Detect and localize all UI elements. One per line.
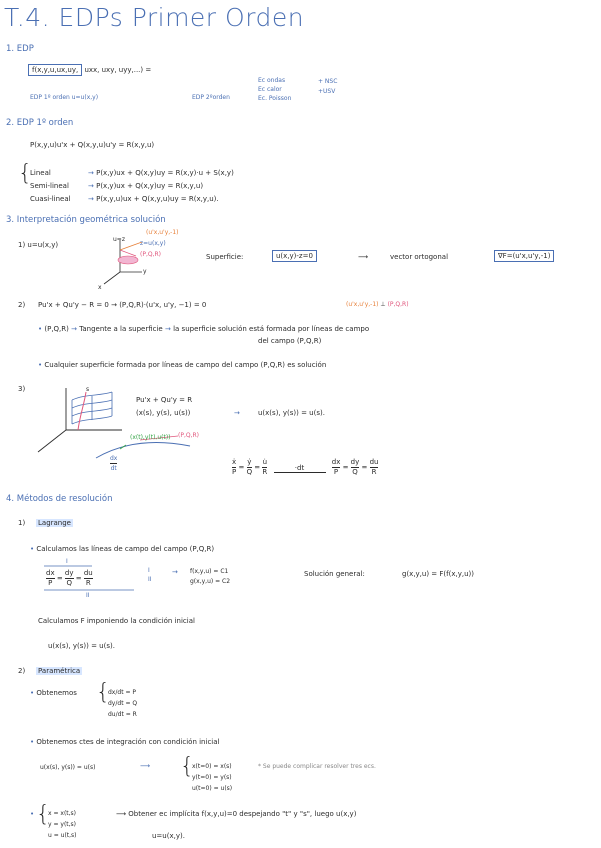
- list-item: Semi-lineal → P(x,y)ux + Q(x,y)uy = R(x,y,u): [30, 182, 204, 190]
- initial-condition: u(x(s), y(s)) = u(s).: [48, 642, 115, 650]
- label-II: II: [86, 592, 90, 599]
- axis-z-label: u=z: [113, 236, 125, 243]
- surface-equation: u(x,y)-z=0: [272, 250, 317, 262]
- axis-y-label: y: [143, 268, 147, 275]
- list-item: Ec ondas: [258, 77, 286, 84]
- section-2-heading: 2. EDP 1º orden: [6, 118, 74, 128]
- list-item: x = x(t,s): [48, 810, 77, 817]
- arrow: →: [172, 568, 178, 576]
- lagrange-step-2: Calculamos F imponiendo la condición inicial: [38, 617, 195, 625]
- param-final-result: u=u(x,y).: [152, 832, 185, 840]
- list-item: Ec calor: [258, 86, 282, 93]
- curve-param: (x(s), y(s), u(s)): [136, 409, 191, 417]
- list-item: dy/dt = Q: [108, 700, 138, 707]
- param-step-2: • Obtenemos ctes de integración con condición inicial: [30, 738, 220, 746]
- edp-second-order-note: EDP 2ºorden: [192, 94, 230, 101]
- general-solution-eq: g(x,y,u) = F(f(x,y,u)): [402, 570, 474, 578]
- vector-label: vector ortogonal: [390, 253, 449, 261]
- section-1-heading: 1. EDP: [6, 44, 34, 54]
- param-init-system: [192, 761, 232, 794]
- bullet: •: [30, 810, 35, 818]
- param-initial-cond: u(x(s), y(s)) = u(s): [40, 764, 96, 771]
- list-item: x(t=0) = x(s): [192, 763, 232, 770]
- orthogonality-eq: Pu'x + Qu'y − R = 0 → (P,Q,R)·(u'x, u'y, −1) = 0: [38, 301, 207, 309]
- list-item: + NSC: [318, 78, 338, 85]
- lagrange-system: [190, 567, 230, 587]
- complication-note: * Se puede complicar resolver tres ecs.: [258, 763, 376, 770]
- list-item: u = u(t,s): [48, 832, 77, 839]
- list-item: du/dt = R: [108, 711, 137, 718]
- param-solution: [48, 808, 77, 841]
- lagrange-step-1: • Calculamos las líneas de campo del campo (P,Q,R): [30, 545, 215, 553]
- list-item: Ec. Poisson: [258, 95, 292, 102]
- list-item: f(x,y,u) = C1: [190, 568, 229, 575]
- derivative-label: $\frac{dx}{dt}$: [110, 455, 118, 472]
- solution-surface: [72, 392, 112, 424]
- part-3-label: 3): [18, 385, 26, 393]
- page-title: T.4. EDPs Primer Orden: [4, 3, 305, 32]
- tangent-vector: [120, 242, 142, 250]
- param-final-step: ⟶ Obtener ec implícita f(x,y,u)=0 despejando "t" y "s", luego u(x,y): [116, 810, 357, 818]
- method-2-label: 2): [18, 667, 26, 675]
- method-1-label: 1): [18, 519, 26, 527]
- pde-eq: Pu'x + Qu'y = R: [136, 396, 193, 404]
- general-first-order-eq: P(x,y,u)u'x + Q(x,y,u)u'y = R(x,y,u): [30, 141, 155, 149]
- part-1-label: 1) u=u(x,y): [18, 241, 59, 249]
- brace: {: [18, 161, 32, 186]
- method-2-name: Paramétrica: [38, 667, 81, 675]
- orthogonality-relation: (u'x,u'y,-1) ⊥ (P,Q,R): [346, 301, 409, 308]
- surface-shape: [118, 256, 138, 264]
- part-2-label: 2): [18, 301, 26, 309]
- surface-eq-label: z=u(x,y): [140, 240, 166, 247]
- list-item: dx/dt = P: [108, 689, 137, 696]
- param-system: [108, 687, 137, 720]
- system-labels: I II: [148, 567, 152, 583]
- section-4-heading: 4. Métodos de resolución: [6, 494, 113, 504]
- curve-label: (x(t),y(t),u(t)): [130, 434, 171, 441]
- gradient-equation: ∇F=(u'x,u'y,-1): [494, 250, 554, 262]
- list-item: y(t=0) = y(s): [192, 774, 232, 781]
- edp-formula-first-order: f(x,y,u,ux,uy,: [28, 64, 82, 76]
- characteristic-ratios: $\frac{\text{ẋ}}{P}$ = $\frac{\text{ẏ}}{Q}$ = $\frac{u̇}{R}$ ·dt $\frac{dx}{P}$ = $\frac{dy}{Q}$ = $\frac{du}{R}$: [232, 458, 379, 476]
- normal-vector: [120, 250, 136, 256]
- param-s-label: s: [86, 386, 90, 393]
- arrow: →: [234, 409, 240, 417]
- bullet-tangent: • (P,Q,R) → Tangente a la superficie → la superficie solución está formada por líneas de campo: [38, 325, 370, 333]
- curve-condition: u(x(s), y(s)) = u(s).: [258, 409, 325, 417]
- label-I: I: [66, 558, 68, 565]
- list-item: +USV: [318, 88, 336, 95]
- general-solution-label: Solución general:: [304, 570, 365, 578]
- field-vector-label: (P,Q,R): [140, 251, 162, 258]
- brace: {: [96, 680, 110, 705]
- brace: {: [36, 802, 50, 827]
- param-step-1: • Obtenemos: [30, 689, 77, 697]
- edp-first-order-note: EDP 1º orden u=u(x,y): [30, 94, 99, 101]
- arrow: ⟶: [140, 762, 151, 770]
- list-item: y = y(t,s): [48, 821, 77, 828]
- gradient-vector-label: (u'x,u'y,-1): [146, 229, 179, 236]
- section-3-heading: 3. Interpretación geométrica solución: [6, 215, 166, 225]
- list-item: g(x,y,u) = C2: [190, 578, 231, 585]
- edp-formula-second-order: uxx, uxy, uyy,...) =: [84, 66, 152, 74]
- lagrange-ratios: $\frac{dx}{P}$ = $\frac{dy}{Q}$ = $\frac{du}{R}$: [46, 569, 93, 587]
- brace: {: [180, 754, 194, 779]
- bullet-any-surface: • Cualquier superficie formada por líneas de campo del campo (P,Q,R) es solución: [38, 361, 327, 369]
- list-item: Lineal → P(x,y)ux + Q(x,y)uy = R(x,y)·u + S(x,y): [30, 169, 234, 177]
- bullet-tangent-cont: del campo (P,Q,R): [258, 337, 322, 345]
- method-1-name: Lagrange: [38, 519, 71, 527]
- list-item: Cuasi-lineal → P(x,y,u)ux + Q(x,y,u)uy = R(x,y,u).: [30, 195, 219, 203]
- pqr-label: (P,Q,R): [178, 432, 200, 439]
- list-item: u(t=0) = u(s): [192, 785, 233, 792]
- axis-x-label: x: [98, 284, 102, 291]
- arrow: ⟶: [358, 253, 369, 261]
- surface-label: Superficie:: [206, 253, 244, 261]
